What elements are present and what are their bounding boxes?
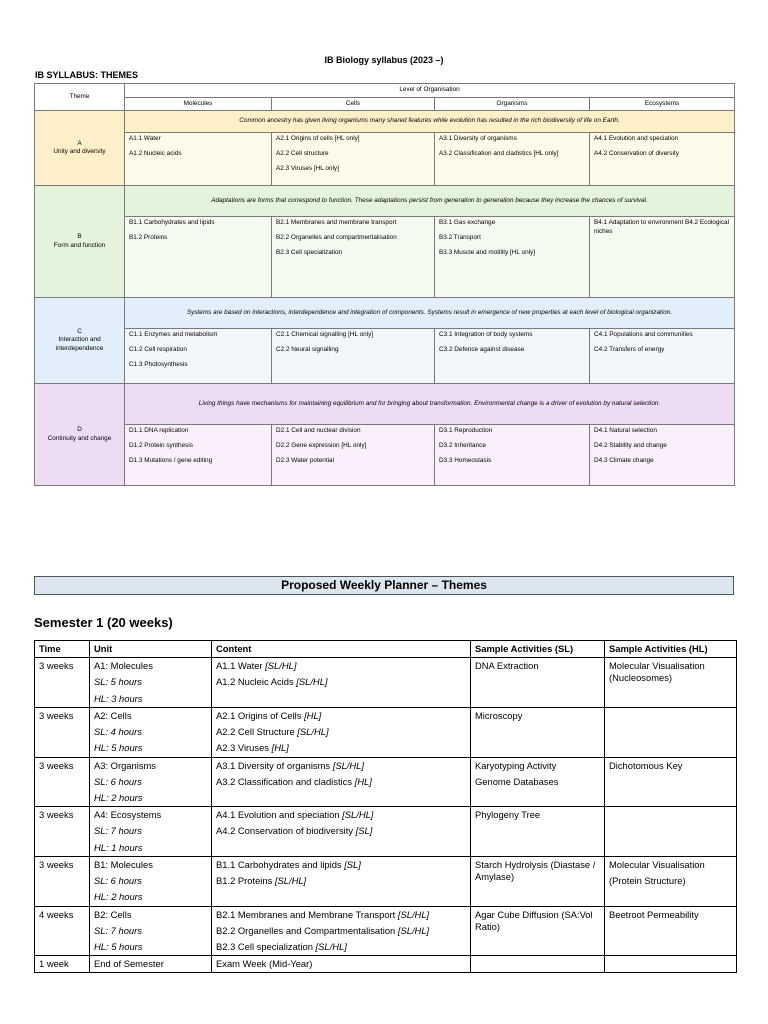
planner-row bbox=[35, 906, 737, 956]
topic-cell bbox=[125, 217, 272, 298]
content-topic: B1.1 Carbohydrates and lipids bbox=[216, 858, 345, 870]
sl-hours: SL: 6 hours bbox=[94, 775, 142, 787]
theme-label-cell bbox=[35, 111, 125, 186]
planner-column-header: Unit bbox=[90, 641, 212, 658]
planner-row bbox=[35, 707, 737, 757]
topic-item: D2.1 Cell and nuclear division bbox=[276, 427, 361, 435]
topic-item: B1.1 Carbohydrates and lipids bbox=[129, 219, 215, 227]
topic-item: D1.1 DNA replication bbox=[129, 427, 189, 435]
planner-column-header: Content bbox=[212, 641, 471, 658]
content-level-tag: [SL/HL] bbox=[342, 809, 374, 821]
topic-item: D2.2 Gene expression [HL only] bbox=[276, 441, 367, 449]
sl-hours: SL: 5 hours bbox=[94, 676, 142, 688]
topic-item: D4.3 Climate change bbox=[594, 456, 654, 464]
content-item bbox=[216, 909, 466, 921]
hl-hours: HL: 2 hours bbox=[94, 791, 143, 803]
planner-activities-sl-cell bbox=[471, 757, 605, 807]
planner-activities-hl-cell bbox=[605, 906, 737, 956]
level-columns-row bbox=[35, 97, 735, 111]
planner-unit-cell bbox=[90, 906, 212, 956]
content-item bbox=[216, 676, 466, 688]
planner-time-cell: 3 weeks bbox=[35, 807, 90, 857]
content-topic: A2.1 Origins of Cells bbox=[216, 709, 305, 721]
content-level-tag: [HL] bbox=[304, 709, 322, 721]
topic-item: B3.3 Muscle and motility [HL only] bbox=[439, 248, 536, 256]
topic-item: C2.2 Neural signalling bbox=[276, 345, 339, 353]
topic-item: A4.1 Evolution and speciation bbox=[594, 135, 679, 143]
unit-name: End of Semester bbox=[94, 958, 164, 970]
content-topic: A4.2 Conservation of biodiversity bbox=[216, 825, 356, 837]
planner-row bbox=[35, 856, 737, 906]
activity-item: Starch Hydrolysis (Diastase / Amylase) bbox=[475, 858, 596, 883]
topic-cell bbox=[125, 133, 272, 186]
topic-cell bbox=[435, 329, 590, 384]
content-item bbox=[216, 958, 466, 970]
content-item bbox=[216, 809, 466, 821]
theme-name: Interaction and interdependence bbox=[55, 336, 104, 353]
planner-content-cell bbox=[212, 658, 471, 708]
theme-banner: Adaptations are forms that correspond to function. These adaptations persist from generation to generation because they increase the chances of survival. bbox=[125, 186, 735, 217]
content-topic: A3.2 Classification and cladistics bbox=[216, 775, 355, 787]
planner-time-cell: 4 weeks bbox=[35, 906, 90, 956]
unit-name: B1: Molecules bbox=[94, 858, 153, 870]
activity-item: Microscopy bbox=[475, 709, 523, 721]
planner-content-cell bbox=[212, 807, 471, 857]
topic-item: A1.2 Nucleic acids bbox=[129, 149, 182, 157]
content-topic: A1.1 Water bbox=[216, 660, 266, 672]
topic-item: D4.1 Natural selection bbox=[594, 427, 657, 435]
topic-cell bbox=[272, 133, 435, 186]
topic-item: C1.3 Photosynthesis bbox=[129, 360, 188, 368]
activity-item: DNA Extraction bbox=[475, 660, 539, 672]
theme-banner-row bbox=[35, 186, 735, 217]
hl-hours: HL: 5 hours bbox=[94, 742, 143, 754]
content-level-tag: [SL] bbox=[344, 858, 361, 870]
planner-time-cell: 1 week bbox=[35, 956, 90, 973]
content-level-tag: [SL/HL] bbox=[315, 940, 347, 952]
theme-label-cell bbox=[35, 298, 125, 384]
planner-unit-cell bbox=[90, 807, 212, 857]
planner-unit-cell bbox=[90, 757, 212, 807]
content-level-tag: [SL/HL] bbox=[297, 726, 329, 738]
content-topic: B2.1 Membranes and Membrane Transport bbox=[216, 908, 398, 920]
topic-item: D1.2 Protein synthesis bbox=[129, 441, 193, 449]
topic-item: A3.1 Diversity of organisms bbox=[439, 135, 517, 143]
sl-hours: SL: 6 hours bbox=[94, 875, 142, 887]
topic-item: A1.1 Water bbox=[129, 135, 161, 143]
planner-activities-hl-cell bbox=[605, 956, 737, 973]
content-level-tag: [HL] bbox=[271, 742, 289, 754]
topic-cell bbox=[272, 217, 435, 298]
activity-item: Agar Cube Diffusion (SA:Vol Ratio) bbox=[475, 908, 593, 932]
hl-hours: HL: 5 hours bbox=[94, 940, 143, 952]
content-item bbox=[216, 726, 466, 738]
planner-unit-cell bbox=[90, 956, 212, 973]
hl-hours: HL: 2 hours bbox=[94, 891, 143, 903]
topic-cell bbox=[435, 425, 590, 486]
topic-item: B3.1 Gas exchange bbox=[439, 219, 496, 227]
topic-item: B2.3 Cell specialization bbox=[276, 248, 343, 256]
content-level-tag: [HL] bbox=[354, 775, 372, 787]
topic-item: A4.2 Conservation of diversity bbox=[594, 149, 679, 157]
syllabus-heading: IB SYLLABUS: THEMES bbox=[35, 70, 139, 80]
content-topic: A1.2 Nucleic Acids bbox=[216, 676, 297, 688]
content-topic: A2.2 Cell Structure bbox=[216, 726, 298, 738]
theme-banner: Systems are based on interactions, interdependence and integration of components. Systems result in emergence of new properties at each level of biological organization. bbox=[125, 298, 735, 329]
planner-unit-cell bbox=[90, 658, 212, 708]
theme-letter: B bbox=[77, 233, 82, 241]
planner-activities-sl-cell bbox=[471, 856, 605, 906]
theme-letter: C bbox=[77, 327, 82, 335]
planner-activities-hl-cell bbox=[605, 807, 737, 857]
theme-banner: Common ancestry has given living organisms many shared features while evolution has resulted in the rich biodiversity of life on Earth. bbox=[125, 111, 735, 133]
content-item bbox=[216, 859, 466, 871]
topic-item: C3.1 Integration of body systems bbox=[439, 331, 533, 339]
content-item bbox=[216, 925, 466, 937]
unit-name: A2: Cells bbox=[94, 709, 132, 721]
theme-banner-row bbox=[35, 298, 735, 329]
activity-item: Karyotyping Activity bbox=[475, 759, 557, 771]
topic-item: C1.2 Cell respiration bbox=[129, 345, 187, 353]
theme-content-row bbox=[35, 133, 735, 186]
theme-banner: Living things have mechanisms for maintaining equilibrium and for bringing about transformation. Environmental change is a driver of evolution by natural selection. bbox=[125, 384, 735, 425]
content-item bbox=[216, 776, 466, 788]
topic-item: C4.2 Transfers of energy bbox=[594, 345, 665, 353]
topic-item: A3.2 Classification and cladistics [HL only] bbox=[439, 149, 559, 157]
topic-item: D2.3 Water potential bbox=[276, 456, 335, 464]
theme-content-row bbox=[35, 425, 735, 486]
planner-activities-sl-cell bbox=[471, 658, 605, 708]
weekly-planner-table bbox=[34, 640, 737, 973]
content-item bbox=[216, 710, 466, 722]
content-level-tag: [SL/HL] bbox=[296, 676, 328, 688]
theme-name: Continuity and change bbox=[47, 434, 112, 442]
topic-item: C3.2 Defence against disease bbox=[439, 345, 525, 353]
topic-cell bbox=[272, 425, 435, 486]
topic-item: C1.1 Enzymes and metabolism bbox=[129, 331, 218, 339]
topic-item: B3.2 Transport bbox=[439, 233, 481, 241]
topic-item: B2.2 Organelles and compartmentalisation bbox=[276, 233, 397, 241]
topic-cell bbox=[590, 425, 735, 486]
unit-name: A4: Ecosystems bbox=[94, 809, 162, 821]
content-level-tag: [SL/HL] bbox=[397, 924, 430, 936]
content-topic: A3.1 Diversity of organisms bbox=[216, 759, 333, 771]
level-column-header: Molecules bbox=[125, 97, 272, 111]
unit-name: B2: Cells bbox=[94, 908, 132, 920]
planner-column-header: Time bbox=[35, 641, 90, 658]
hl-hours: HL: 3 hours bbox=[94, 692, 143, 704]
activity-item: (Protein Structure) bbox=[609, 875, 686, 887]
theme-column-header: Theme bbox=[35, 84, 125, 111]
topic-item: C2.1 Chemical signalling [HL only] bbox=[276, 331, 374, 339]
sl-hours: SL: 7 hours bbox=[94, 825, 142, 837]
activity-item: Molecular Visualisation bbox=[609, 858, 705, 870]
theme-content-row bbox=[35, 329, 735, 384]
planner-activities-hl-cell bbox=[605, 658, 737, 708]
activity-item: Phylogeny Tree bbox=[475, 809, 541, 821]
planner-content-cell bbox=[212, 757, 471, 807]
topic-item: D4.2 Stability and change bbox=[594, 441, 667, 449]
theme-banner-row bbox=[35, 384, 735, 425]
planner-unit-cell bbox=[90, 707, 212, 757]
content-topic: B2.2 Organelles and Compartmentalisation bbox=[216, 924, 398, 936]
theme-letter: A bbox=[77, 139, 82, 147]
planner-activities-sl-cell bbox=[471, 956, 605, 973]
topic-item: A2.3 Viruses [HL only] bbox=[276, 164, 339, 172]
planner-activities-hl-cell bbox=[605, 707, 737, 757]
planner-title: Proposed Weekly Planner – Themes bbox=[34, 576, 734, 595]
content-level-tag: [SL/HL] bbox=[397, 908, 430, 920]
planner-time-cell: 3 weeks bbox=[35, 757, 90, 807]
planner-time-cell: 3 weeks bbox=[35, 707, 90, 757]
planner-activities-sl-cell bbox=[471, 807, 605, 857]
topic-cell bbox=[435, 133, 590, 186]
activity-item: Genome Databases bbox=[475, 775, 559, 787]
topic-cell bbox=[272, 329, 435, 384]
topic-item: B1.2 Proteins bbox=[129, 233, 168, 241]
content-level-tag: [SL/HL] bbox=[265, 660, 297, 672]
planner-time-cell: 3 weeks bbox=[35, 856, 90, 906]
topic-item: D3.2 Inheritance bbox=[439, 441, 486, 449]
level-column-header: Ecosystems bbox=[590, 97, 735, 111]
topic-item: B4.1 Adaptation to environment B4.2 Ecological niches bbox=[594, 219, 730, 235]
themes-table bbox=[34, 83, 735, 486]
theme-banner-row bbox=[35, 111, 735, 133]
planner-time-cell: 3 weeks bbox=[35, 658, 90, 708]
planner-content-cell bbox=[212, 707, 471, 757]
topic-item: A2.1 Origins of cells [HL only] bbox=[276, 135, 360, 143]
planner-row bbox=[35, 757, 737, 807]
content-item bbox=[216, 760, 466, 772]
level-column-header: Organisms bbox=[435, 97, 590, 111]
level-column-header: Cells bbox=[272, 97, 435, 111]
theme-letter: D bbox=[77, 426, 82, 434]
content-topic: B2.3 Cell specialization bbox=[216, 940, 316, 952]
content-item bbox=[216, 875, 466, 887]
activity-item: Dichotomous Key bbox=[609, 759, 683, 771]
planner-unit-cell bbox=[90, 856, 212, 906]
content-level-tag: [SL/HL] bbox=[332, 759, 364, 771]
planner-row bbox=[35, 807, 737, 857]
theme-content-row bbox=[35, 217, 735, 298]
planner-content-cell bbox=[212, 856, 471, 906]
content-item bbox=[216, 742, 466, 754]
content-topic: A4.1 Evolution and speciation bbox=[216, 809, 343, 821]
planner-activities-hl-cell bbox=[605, 757, 737, 807]
topic-cell bbox=[125, 425, 272, 486]
topic-item: A2.2 Cell structure bbox=[276, 149, 329, 157]
content-item bbox=[216, 825, 466, 837]
hl-hours: HL: 1 hours bbox=[94, 841, 143, 853]
topic-item: B2.1 Membranes and membrane transport bbox=[276, 219, 397, 227]
theme-name: Form and function bbox=[53, 241, 106, 249]
theme-label-cell bbox=[35, 186, 125, 298]
sl-hours: SL: 4 hours bbox=[94, 726, 142, 738]
planner-activities-sl-cell bbox=[471, 707, 605, 757]
semester-heading: Semester 1 (20 weeks) bbox=[34, 615, 173, 630]
topic-cell bbox=[435, 217, 590, 298]
planner-content-cell bbox=[212, 956, 471, 973]
planner-row bbox=[35, 956, 737, 973]
document-title: IB Biology syllabus (2023 –) bbox=[324, 55, 444, 65]
topic-item: C4.1 Populations and communities bbox=[594, 331, 693, 339]
topic-cell bbox=[590, 133, 735, 186]
topic-item: D1.3 Mutations / gene editing bbox=[129, 456, 213, 464]
activity-item: Molecular Visualisation (Nucleosomes) bbox=[609, 660, 705, 684]
topic-cell bbox=[590, 329, 735, 384]
planner-activities-sl-cell bbox=[471, 906, 605, 956]
planner-content-cell bbox=[212, 906, 471, 956]
sl-hours: SL: 7 hours bbox=[94, 924, 142, 936]
planner-row bbox=[35, 658, 737, 708]
content-level-tag: [SL/HL] bbox=[274, 875, 307, 887]
unit-name: A1: Molecules bbox=[94, 660, 153, 672]
themes-header-row bbox=[35, 84, 735, 98]
content-topic: Exam Week (Mid-Year) bbox=[216, 958, 313, 970]
content-item bbox=[216, 941, 466, 953]
planner-column-header: Sample Activities (SL) bbox=[471, 641, 605, 658]
content-item bbox=[216, 660, 466, 672]
content-topic: B1.2 Proteins bbox=[216, 875, 275, 887]
topic-cell bbox=[125, 329, 272, 384]
content-topic: A2.3 Viruses bbox=[216, 742, 272, 754]
topic-item: D3.1 Reproduction bbox=[439, 427, 493, 435]
planner-column-header: Sample Activities (HL) bbox=[605, 641, 737, 658]
planner-activities-hl-cell bbox=[605, 856, 737, 906]
topic-item: D3.3 Homeostasis bbox=[439, 456, 492, 464]
unit-name: A3: Organisms bbox=[94, 759, 156, 771]
content-level-tag: [SL] bbox=[355, 825, 373, 837]
activity-item: Beetroot Permeability bbox=[609, 908, 699, 920]
theme-name: Unity and diversity bbox=[53, 148, 106, 156]
theme-label-cell bbox=[35, 384, 125, 486]
topic-cell bbox=[590, 217, 735, 298]
level-of-organisation-header: Level of Organisation bbox=[125, 84, 735, 98]
